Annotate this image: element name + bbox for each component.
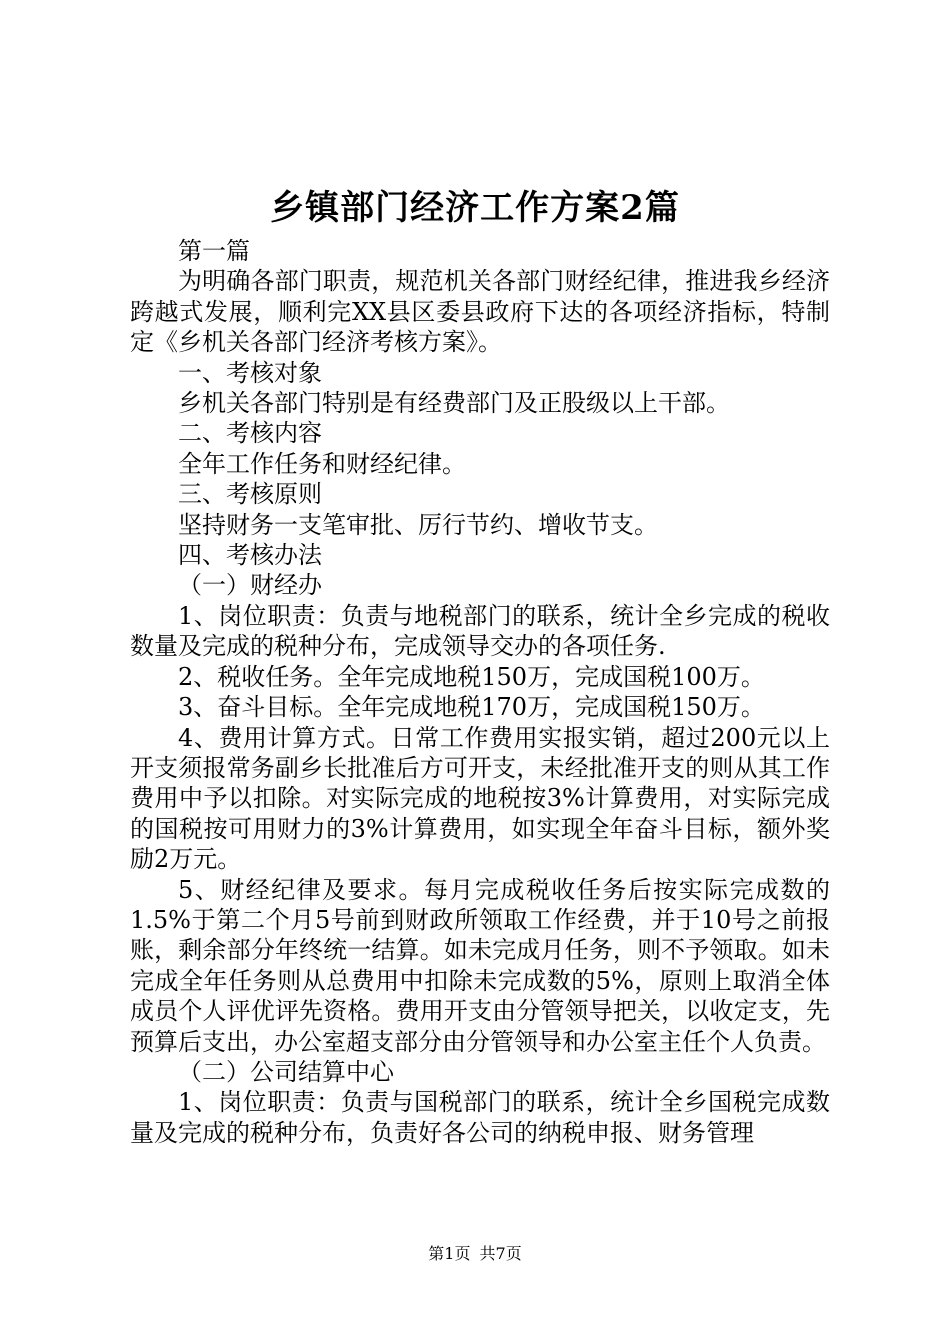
page-number: 第1页 xyxy=(428,1244,471,1263)
paragraph-item-5: 5、财经纪律及要求。每月完成税收任务后按实际完成数的1.5%于第二个月5号前到财政所领取工作经费，并于10号之前报账，剩余部分年终统一结算。如未完成月任务，则不予领取。如未完成全年任务则从总费用中扣除未完成数的5%，原则上取消全体成员个人评优评先资格。费用开支由分管领导把关，以收定支，先预算后支出，办公室超支部分由分管领导和办公室主任个人负责。 xyxy=(130,875,830,1056)
paragraph-settlement-item-1: 1、岗位职责：负责与国税部门的联系，统计全乡国税完成数量及完成的税种分布，负责好各公司的纳税申报、财务管理 xyxy=(130,1088,830,1147)
paragraph-item-4: 4、费用计算方式。日常工作费用实报实销，超过200元以上开支须报常务副乡长批准后方可开支，未经批准开支的则从其工作费用中予以扣除。对实际完成的地税按3%计算费用，对实际完成的国税按可用财力的3%计算费用，如实现全年奋斗目标，额外奖励2万元。 xyxy=(130,723,830,874)
document-title: 乡镇部门经济工作方案2篇 xyxy=(270,188,680,228)
heading-assessment-content: 二、考核内容 xyxy=(178,419,322,448)
heading-assessment-method: 四、考核办法 xyxy=(178,541,322,570)
paragraph-assessment-principle: 坚持财务一支笔审批、厉行节约、增收节支。 xyxy=(178,510,658,539)
section-heading-first: 第一篇 xyxy=(178,237,250,265)
paragraph-assessment-content: 全年工作任务和财经纪律。 xyxy=(178,449,466,478)
paragraph-item-2: 2、税收任务。全年完成地税150万，完成国税100万。 xyxy=(178,662,765,691)
paragraph-item-1: 1、岗位职责：负责与地税部门的联系，统计全乡完成的税收数量及完成的税种分布，完成领导交办的各项任务. xyxy=(130,601,830,661)
subheading-finance-office: （一）财经办 xyxy=(178,571,322,600)
subheading-settlement-center: （二）公司结算中心 xyxy=(178,1057,394,1086)
intro-paragraph: 为明确各部门职责，规范机关各部门财经纪律，推进我乡经济跨越式发展，顺利完XX县区委县政府下达的各项经济指标，特制定《乡机关各部门经济考核方案》。 xyxy=(130,267,830,357)
paragraph-item-3: 3、奋斗目标。全年完成地税170万，完成国税150万。 xyxy=(178,693,765,722)
document-body xyxy=(130,236,830,1148)
heading-assessment-principle: 三、考核原则 xyxy=(178,480,322,509)
paragraph-assessment-target: 乡机关各部门特别是有经费部门及正股级以上干部。 xyxy=(178,389,730,418)
page-total: 共7页 xyxy=(479,1244,522,1263)
heading-assessment-target: 一、考核对象 xyxy=(178,358,322,387)
page-footer xyxy=(0,1243,950,1265)
